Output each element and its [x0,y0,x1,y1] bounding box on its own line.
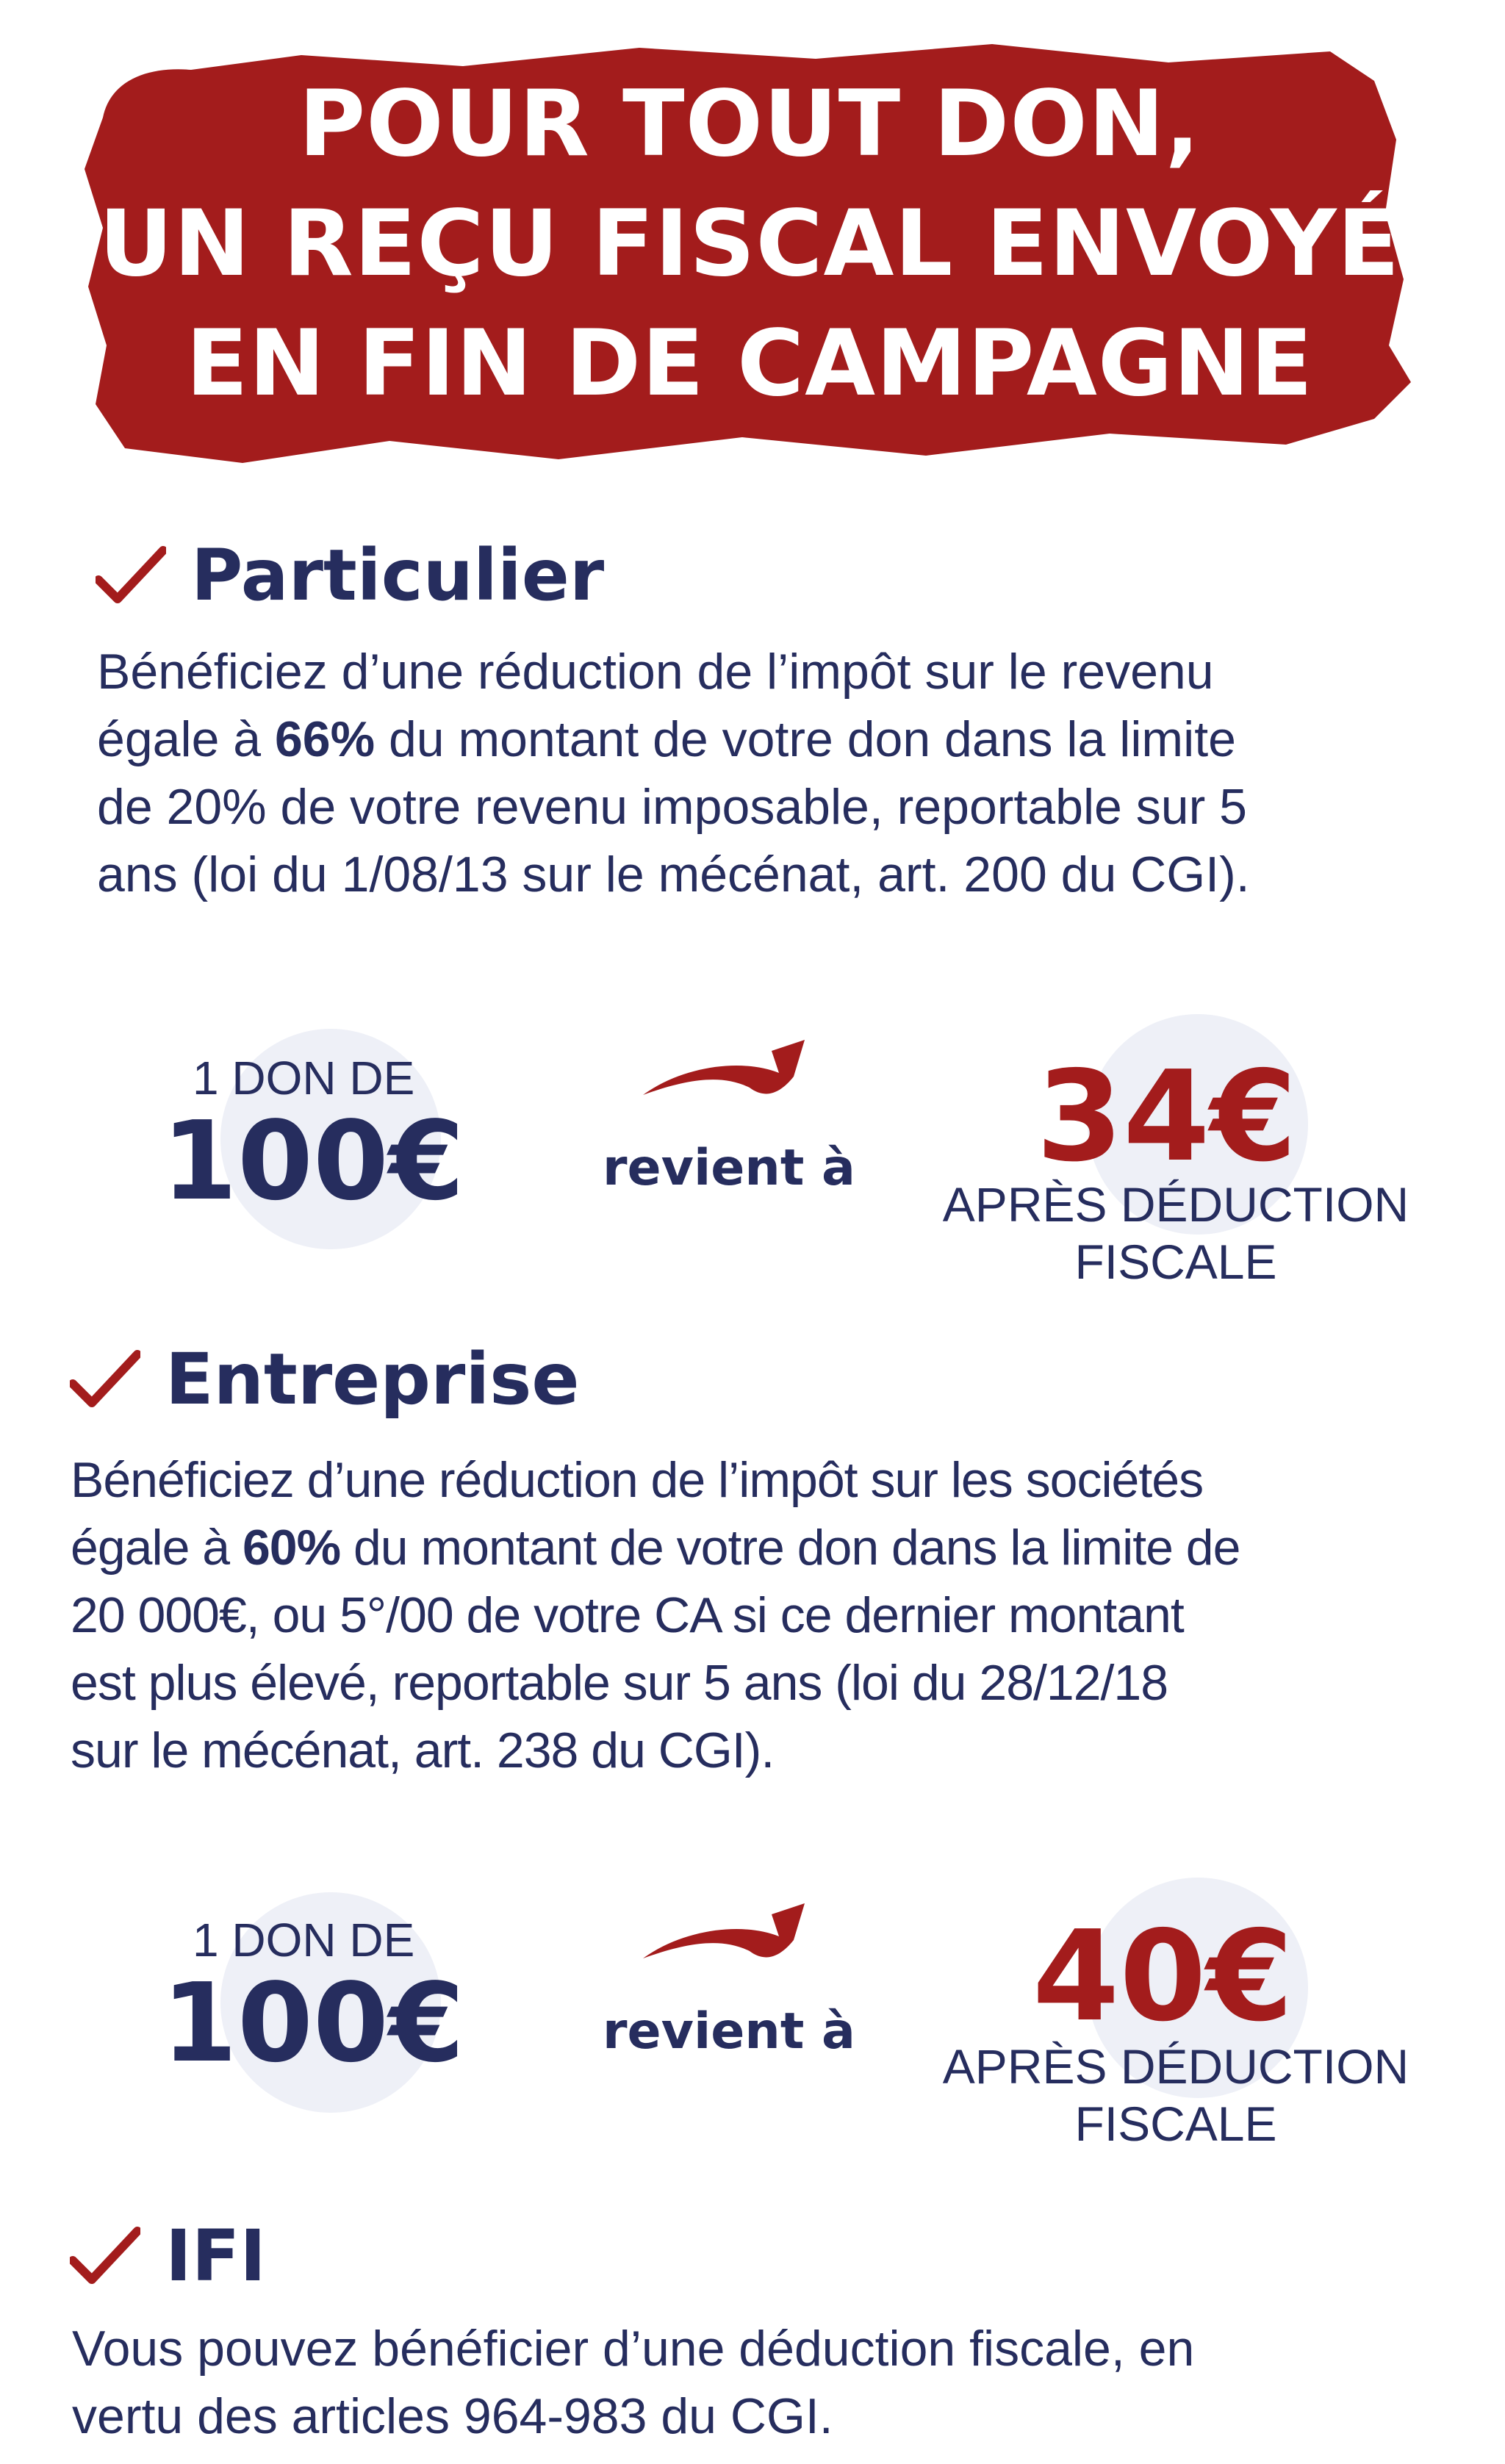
don-label: 1 DON DE [193,1052,415,1105]
after-deduction-label [904,1176,1448,1290]
after-line-2: FISCALE [1074,1235,1277,1289]
revient-label: revient à [603,1139,855,1197]
percentage-66: 66% [274,711,376,767]
text-segment: égale à [97,711,275,767]
entreprise-description [71,1446,1408,1784]
checkmark-icon [96,546,166,605]
entreprise-line-4: est plus élevé, reportable sur 5 ans (loi du 28/12/18 [71,1655,1168,1711]
entreprise-line-3: 20 000€, ou 5°/00 de votre CA si ce dernier montant [71,1587,1184,1643]
banner-line-1: POUR TOUT DON, [298,71,1201,177]
don-label: 1 DON DE [193,1914,415,1966]
section-ifi-header [70,2216,266,2296]
don-amount: 100€ [162,1960,464,2086]
after-deduction-label [904,2038,1448,2152]
banner-line-3: EN FIN DE CAMPAGNE [185,311,1314,417]
ifi-description [72,2315,1409,2450]
section-entreprise-header [70,1339,579,1420]
particulier-calculation [0,1014,1505,1293]
text-segment: égale à [71,1520,243,1576]
entreprise-calculation [0,1878,1505,2157]
text-segment: du montant de votre don dans la limite de [340,1520,1240,1576]
result-amount: 34€ [1036,1044,1297,1190]
swoosh-arrow-icon [639,1900,808,1973]
entreprise-line-2 [71,1514,1408,1581]
percentage-60: 60% [242,1520,341,1576]
ifi-line-2: vertu des articles 964-983 du CGI. [72,2388,833,2444]
after-line-1: APRÈS DÉDUCTION [942,2039,1409,2094]
section-title-ifi: IFI [165,2215,267,2297]
particulier-line-3: de 20% de votre revenu imposable, reportable sur 5 [97,779,1247,835]
result-amount: 40€ [1032,1904,1293,2050]
swoosh-arrow-icon [639,1036,808,1110]
after-line-1: APRÈS DÉDUCTION [942,1177,1409,1232]
section-particulier-header [96,535,604,616]
checkmark-icon [70,1350,140,1409]
particulier-line-1: Bénéficiez d’une réduction de l’impôt sur le revenu [97,644,1214,700]
section-title-entreprise: Entreprise [165,1338,580,1420]
header-banner [81,37,1418,470]
particulier-line-4: ans (loi du 1/08/13 sur le mécénat, art. 200 du CGI). [97,847,1250,902]
particulier-line-2 [97,705,1398,773]
revient-label: revient à [603,2003,855,2061]
don-amount: 100€ [162,1098,464,1224]
section-title-particulier: Particulier [191,534,605,617]
banner-line-2: UN REÇU FISCAL ENVOYÉ [98,191,1401,297]
particulier-description [97,638,1398,908]
entreprise-line-5: sur le mécénat, art. 238 du CGI). [71,1723,775,1778]
entreprise-line-1: Bénéficiez d’une réduction de l’impôt sur les sociétés [71,1452,1204,1508]
after-line-2: FISCALE [1074,2097,1277,2151]
text-segment: du montant de votre don dans la limite [375,711,1236,767]
ifi-line-1: Vous pouvez bénéficier d’une déduction fiscale, en [72,2321,1195,2377]
checkmark-icon [70,2227,140,2285]
